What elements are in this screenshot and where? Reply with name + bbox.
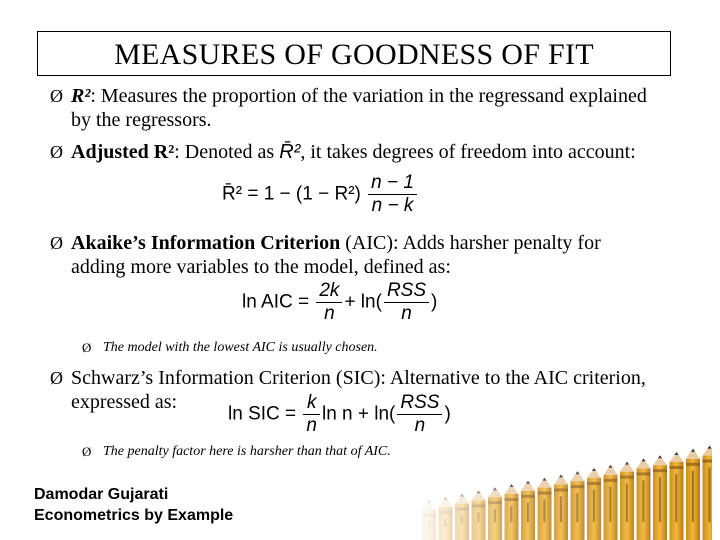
aic-formula-mid: + ln( <box>344 291 382 313</box>
adjusted-r2-label: Adjusted R² <box>71 141 175 163</box>
sub-bullet-arrow-icon: Ø <box>82 340 92 355</box>
sic-fraction-rss <box>397 392 442 437</box>
bullet-arrow-icon: Ø <box>50 368 63 388</box>
sic-definition: Schwarz’s Information Criterion (SIC): Alternative to the AIC criterion, <box>71 367 646 389</box>
aic-note: The model with the lowest AIC is usually chosen. <box>103 340 378 355</box>
aic-penalty-denominator: n <box>324 303 335 324</box>
adjusted-r2-text-b: , it takes degrees of freedom into account: <box>300 141 636 163</box>
adjusted-r2-formula <box>222 172 419 217</box>
r2-text: : Measures the proportion of the variation in the regressand explained <box>90 85 647 107</box>
aic-text: (AIC): Adds harsher penalty for <box>340 232 601 254</box>
aic-rss-denominator: n <box>401 303 412 324</box>
adjusted-r2-numerator: n − 1 <box>368 172 417 195</box>
sic-note: The penalty factor here is harsher than that of AIC. <box>103 444 391 459</box>
adjusted-r2-fraction <box>368 172 417 217</box>
adjusted-r2-symbol: R̄² <box>279 141 301 163</box>
aic-fraction-rss <box>384 280 429 325</box>
aic-fraction-penalty <box>316 280 342 325</box>
pencils-decorative-image <box>412 440 712 540</box>
footer-book-title: Econometrics by Example <box>34 507 234 524</box>
aic-rss-numerator: RSS <box>384 280 429 303</box>
adjusted-r2-definition <box>71 140 636 164</box>
aic-definition <box>71 231 601 255</box>
bullet-arrow-icon: Ø <box>50 86 63 106</box>
bullet-arrow-icon: Ø <box>50 233 63 253</box>
sic-penalty-denominator: n <box>306 415 317 436</box>
r2-text-cont: by the regressors. <box>71 109 212 131</box>
r2-label: R² <box>71 85 91 107</box>
footer-author: Damodar Gujarati <box>34 486 169 503</box>
sic-formula <box>228 392 451 437</box>
adjusted-r2-formula-lhs: R̄² = 1 − (1 − R²) <box>222 183 361 205</box>
adjusted-r2-text-a: : Denoted as <box>174 141 280 163</box>
r2-definition <box>71 84 647 108</box>
aic-label: Akaike’s Information Criterion <box>71 232 341 254</box>
adjusted-r2-denominator: n − k <box>371 195 414 216</box>
sic-rss-numerator: RSS <box>397 392 442 415</box>
aic-formula <box>242 280 437 325</box>
sic-fraction-penalty <box>303 392 320 437</box>
title-box <box>37 31 671 76</box>
aic-formula-end: ) <box>431 291 438 313</box>
sic-penalty-numerator: k <box>303 392 320 415</box>
sic-formula-end: ) <box>444 403 451 425</box>
sub-bullet-arrow-icon: Ø <box>82 444 92 459</box>
page-title: MEASURES OF GOODNESS OF FIT <box>114 38 594 71</box>
aic-formula-lhs: ln AIC = <box>242 291 310 313</box>
sic-rss-denominator: n <box>414 415 426 436</box>
aic-penalty-numerator: 2k <box>316 280 342 303</box>
bullet-arrow-icon: Ø <box>50 142 63 162</box>
sic-formula-lhs: ln SIC = <box>228 403 297 425</box>
aic-text-cont: adding more variables to the model, defined as: <box>71 256 451 278</box>
sic-text-cont: expressed as: <box>71 391 178 413</box>
sic-formula-mid: ln n + ln( <box>321 403 396 425</box>
